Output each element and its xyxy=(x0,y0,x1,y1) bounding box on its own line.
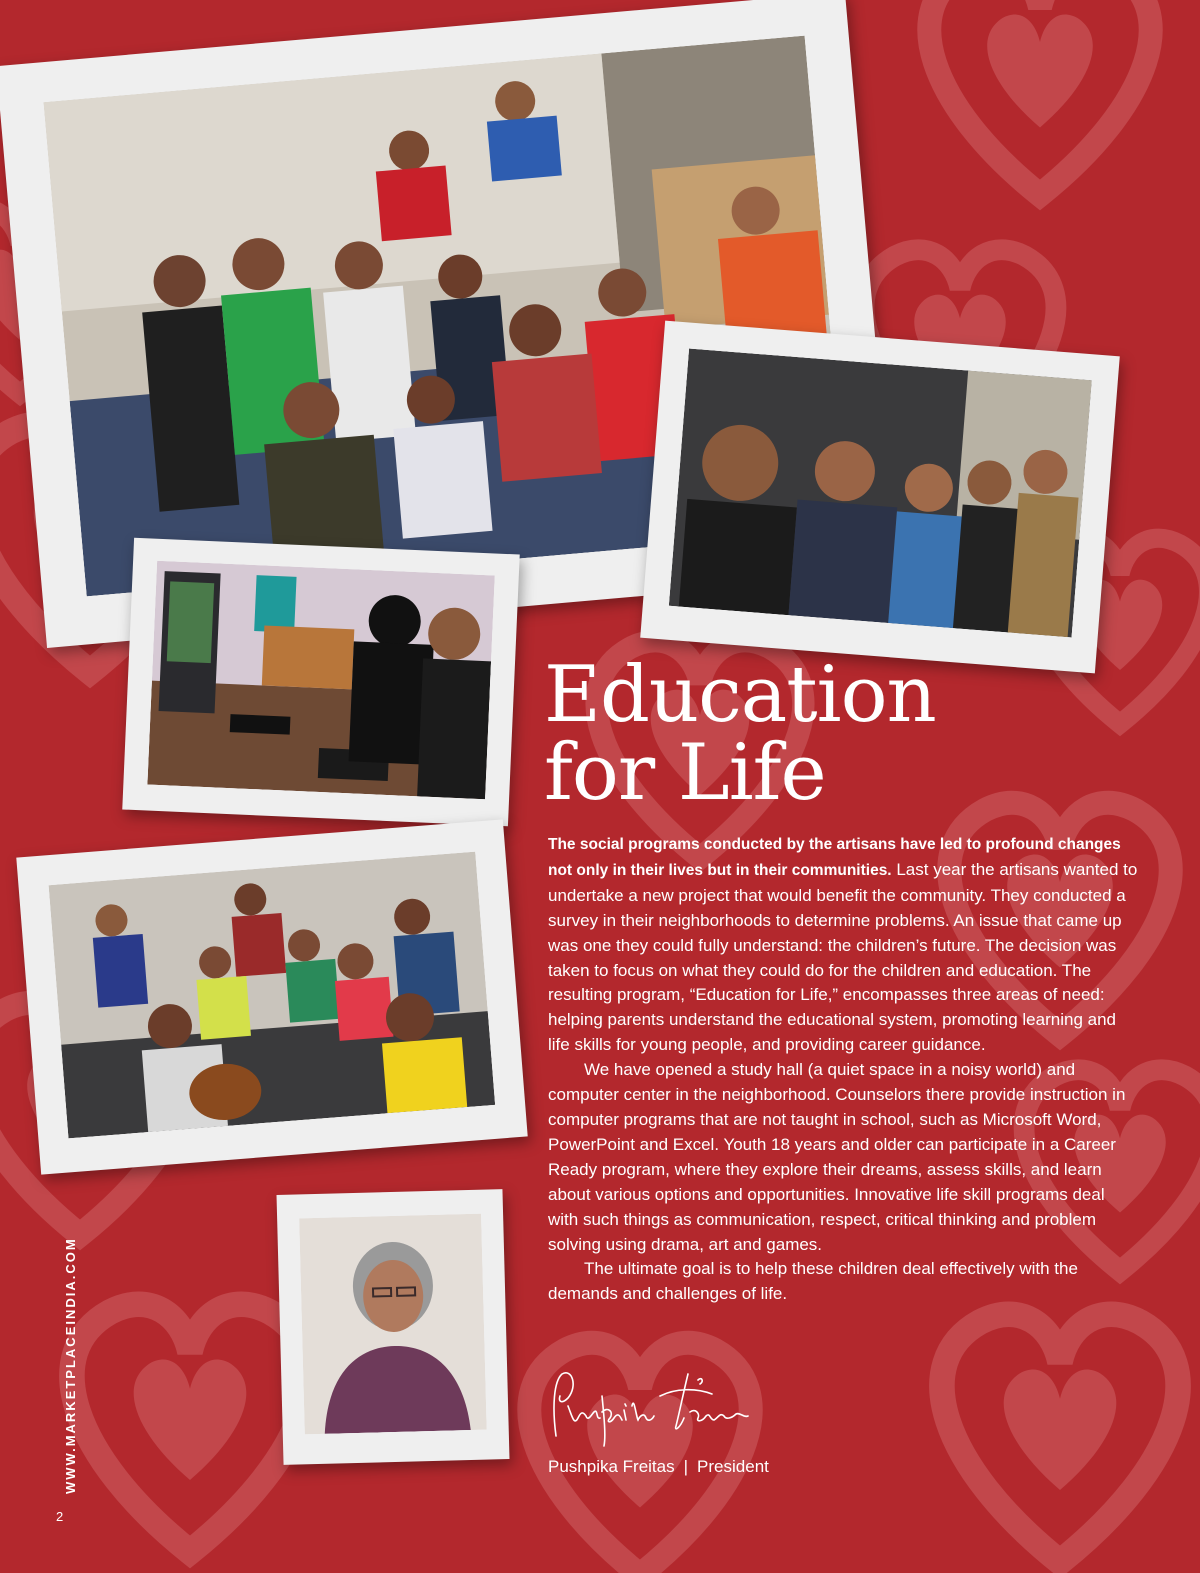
lead-sentence: The social programs conducted by the artisans have led to profound changes not only in their lives but in their communities. xyxy=(548,836,1121,879)
computer-lesson-image xyxy=(147,561,494,800)
website-url: WWW.MARKETPLACEINDIA.COM xyxy=(63,1237,78,1494)
body-paragraph-3: The ultimate goal is to help these children deal effectively with the demands and challenges of life. xyxy=(548,1259,1078,1304)
selfie-photo-young-women xyxy=(640,321,1120,674)
computer-center-photo xyxy=(122,538,519,827)
signer-separator: | xyxy=(683,1457,689,1476)
title-line-1: Education xyxy=(544,650,936,740)
guitar-children-image xyxy=(49,852,496,1139)
title-line-2: for Life xyxy=(544,728,826,818)
music-session-photo xyxy=(16,819,527,1174)
signer-credit xyxy=(548,1456,769,1478)
body-paragraph-1 xyxy=(548,832,1138,1058)
paragraph-1-text: Last year the artisans wanted to undertake a new project that would benefit the community. They conducted a survey in their neighborhoods to determine problems. An issue that came up was one they could fully understand: the children’s future. The decision was taken to focus on what they could do for the children and education. The resulting program, “Education for Life,” encompasses three areas of need: helping parents understand the educational system, promoting learning and life skills for young people, and providing career guidance. xyxy=(548,859,1138,1055)
handwritten-signature xyxy=(548,1366,754,1454)
portrait-image xyxy=(299,1214,487,1435)
page-number: 2 xyxy=(56,1509,64,1524)
signer-name: Pushpika Freitas xyxy=(548,1457,675,1476)
article-title xyxy=(544,650,936,818)
body-paragraph-2: We have opened a study hall (a quiet space in a noisy world) and computer center in the neighborhood. Counselors there provide instruction in computer programs that are not taught in school, such as Microsoft Word, PowerPoint and Excel. Youth 18 years and older can participate in a Career Ready program, where they explore their dreams, assess skills, and learn about various options and opportunities. Innovative life skill programs deal with such things as communication, respect, critical thinking and problem solving using drama, art and games. xyxy=(548,1060,1126,1254)
article-body xyxy=(548,832,1138,1307)
signer-role: President xyxy=(697,1457,769,1476)
president-portrait-photo xyxy=(277,1189,510,1465)
young-women-image xyxy=(669,349,1092,638)
